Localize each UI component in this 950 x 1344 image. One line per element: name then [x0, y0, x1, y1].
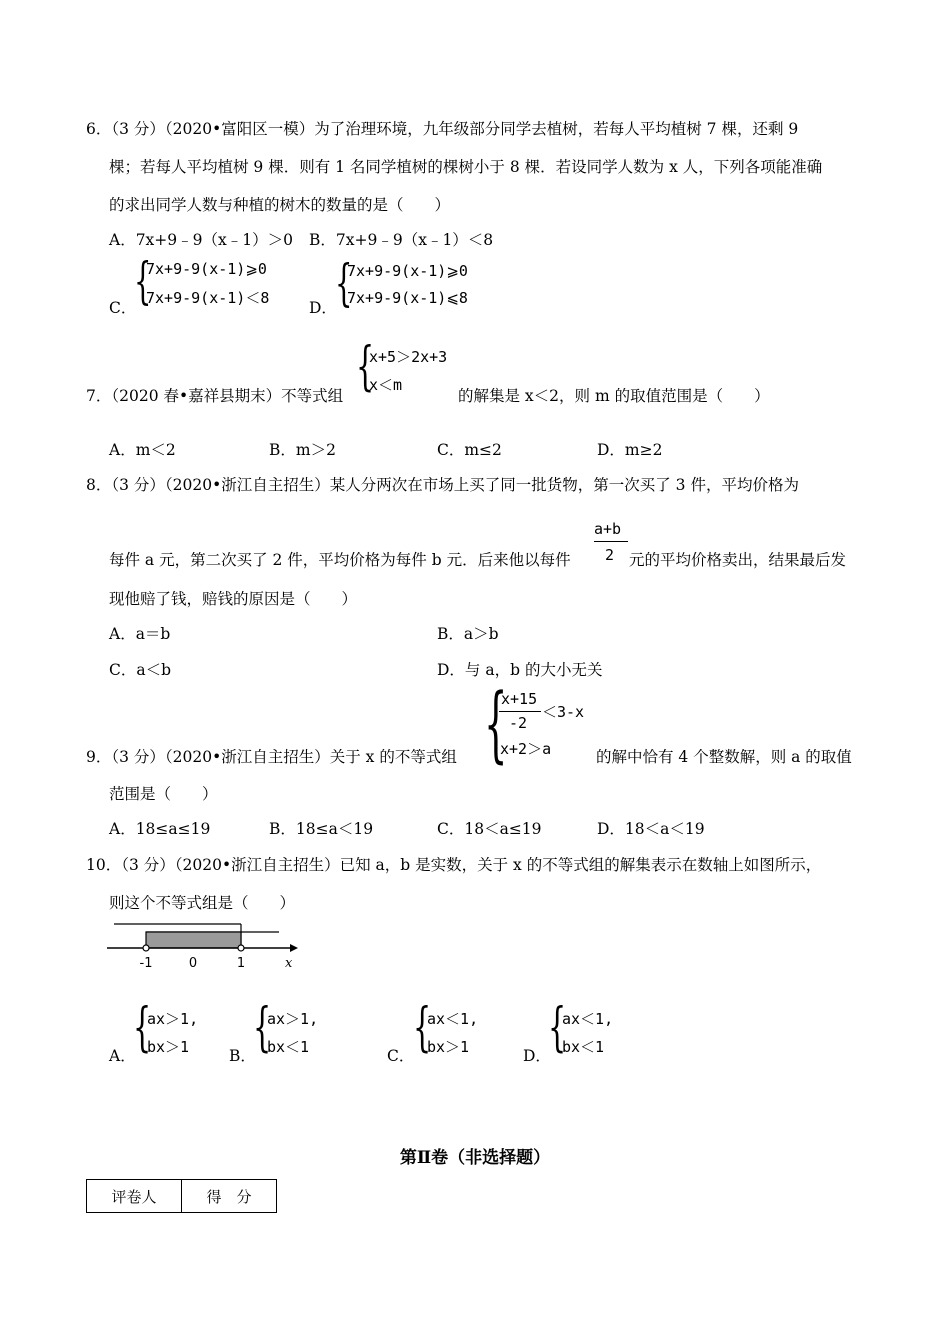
q8-fraction-denominator: 2 [605, 546, 615, 564]
q9-fraction-bar [499, 711, 541, 712]
q10-option-a-brace: { [133, 998, 152, 1058]
q9-fraction-numerator: x+15 [501, 690, 538, 708]
q10-option-a-row2: bx＞1 [147, 1038, 190, 1056]
grader-cell-label: 评卷人 [87, 1180, 182, 1213]
q6-option-c-row1: 7x+9-9(x-1)⩾0 [146, 260, 267, 278]
q9-line2: 范围是（ ） [109, 785, 218, 803]
q9-option-a: A．18≤a≤19 [109, 820, 211, 838]
q10-option-d-row1: ax＜1, [562, 1010, 614, 1028]
section-title: 第Ⅱ卷（非选择题） [399, 1148, 551, 1168]
q6-option-a: A．7x+9﹣9（x﹣1）＞0 [109, 231, 293, 249]
q10-option-c-label: C． [387, 1047, 415, 1065]
q10-option-a-label: A． [109, 1047, 136, 1065]
q7-option-b: B．m＞2 [269, 441, 336, 459]
q9-system-brace: { [484, 677, 508, 772]
q10-option-d-brace: { [548, 998, 567, 1058]
q8-line1: 8．（3 分）（2020•浙江自主招生）某人分两次在市场上买了同一批货物，第一次买了 3 件，平均价格为 [86, 476, 799, 494]
q9-system-row1-tail: ＜3-x [542, 703, 585, 721]
q6-option-c-label: C． [109, 299, 137, 317]
q6-option-c-brace: { [134, 252, 152, 310]
q10-option-d-label: D． [523, 1047, 551, 1065]
q10-line1: 10．（3 分）（2020•浙江自主招生）已知 a，b 是实数，关于 x 的不等式组的解集表示在数轴上如图所示， [86, 856, 822, 874]
q8-option-b: B．a＞b [437, 625, 499, 643]
q10-open-point-left [143, 945, 149, 951]
q8-option-c: C．a＜b [109, 661, 172, 679]
q10-open-point-right [238, 945, 244, 951]
q7-system-row1: x+5＞2x+3 [369, 348, 448, 366]
q8-fraction-bar [594, 541, 628, 542]
q10-option-d-row2: bx＜1 [562, 1038, 605, 1056]
q10-axis-label-1: 1 [236, 956, 246, 971]
q7-system-brace: { [356, 337, 375, 397]
q10-option-b-brace: { [253, 998, 272, 1058]
q6-line2: 棵；若每人平均植树 9 棵．则有 1 名同学植树的棵树小于 8 棵．若设同学人数为 x 人，下列各项能准确 [109, 158, 823, 176]
q9-option-b: B．18≤a＜19 [269, 820, 374, 838]
q10-axis-variable: x [285, 956, 293, 971]
q10-solution-region [146, 932, 241, 948]
q10-axis-label-0: 0 [188, 956, 198, 971]
q6-option-c-row2: 7x+9-9(x-1)＜8 [146, 289, 270, 307]
q8-option-d: D．与 a，b 的大小无关 [437, 661, 603, 679]
q10-option-b-row1: ax＞1, [267, 1010, 319, 1028]
q10-option-b-row2: bx＜1 [267, 1038, 310, 1056]
q7-stem-post: 的解集是 x＜2，则 m 的取值范围是（ ） [458, 387, 770, 405]
q6-line3: 的求出同学人数与种植的树木的数量的是（ ） [109, 196, 451, 214]
q10-axis-arrow [290, 944, 298, 952]
q10-line2: 则这个不等式组是（ ） [109, 894, 296, 912]
q9-stem-pre: 9．（3 分）（2020•浙江自主招生）关于 x 的不等式组 [86, 748, 457, 766]
q9-stem-post: 的解中恰有 4 个整数解，则 a 的取值 [596, 748, 852, 766]
q10-axis-label-neg1: -1 [139, 956, 153, 971]
q6-option-d-label: D． [309, 299, 337, 317]
q7-stem-pre: 7．（2020 春•嘉祥县期末）不等式组 [86, 387, 344, 405]
q10-number-line-figure [104, 918, 304, 974]
score-cell-label: 得 分 [182, 1180, 277, 1213]
q8-line3: 现他赔了钱，赔钱的原因是（ ） [109, 590, 358, 608]
q10-option-c-row2: bx＞1 [427, 1038, 470, 1056]
q9-option-d: D．18＜a＜19 [597, 820, 705, 838]
q9-option-c: C．18＜a≤19 [437, 820, 542, 838]
q10-option-c-brace: { [413, 998, 432, 1058]
q7-option-d: D．m≥2 [597, 441, 663, 459]
q6-option-d-brace: { [335, 254, 353, 312]
q8-fraction-numerator: a+b [594, 520, 622, 538]
q6-option-d-row2: 7x+9-9(x-1)⩽8 [347, 289, 468, 307]
q8-line2-post: 元的平均价格卖出，结果最后发 [629, 551, 847, 569]
q6-option-b: B．7x+9﹣9（x﹣1）＜8 [309, 231, 494, 249]
q6-option-d-row1: 7x+9-9(x-1)⩾0 [347, 262, 468, 280]
q7-system-row2: x＜m [369, 376, 403, 394]
q7-option-c: C．m≤2 [437, 441, 502, 459]
grader-table [86, 1179, 277, 1213]
q9-system-row2: x+2＞a [500, 740, 552, 758]
q7-option-a: A．m＜2 [109, 441, 176, 459]
q8-line2-pre: 每件 a 元，第二次买了 2 件，平均价格为每件 b 元．后来他以每件 [109, 551, 571, 569]
q10-option-c-row1: ax＜1, [427, 1010, 479, 1028]
q10-option-a-row1: ax＞1, [147, 1010, 199, 1028]
q9-fraction-denominator: -2 [509, 714, 528, 732]
q6-line1: 6．（3 分）（2020•富阳区一模）为了治理环境，九年级部分同学去植树，若每人平均植树 7 棵，还剩 9 [86, 120, 799, 138]
q8-option-a: A．a＝b [109, 625, 171, 643]
q10-option-b-label: B． [229, 1047, 256, 1065]
